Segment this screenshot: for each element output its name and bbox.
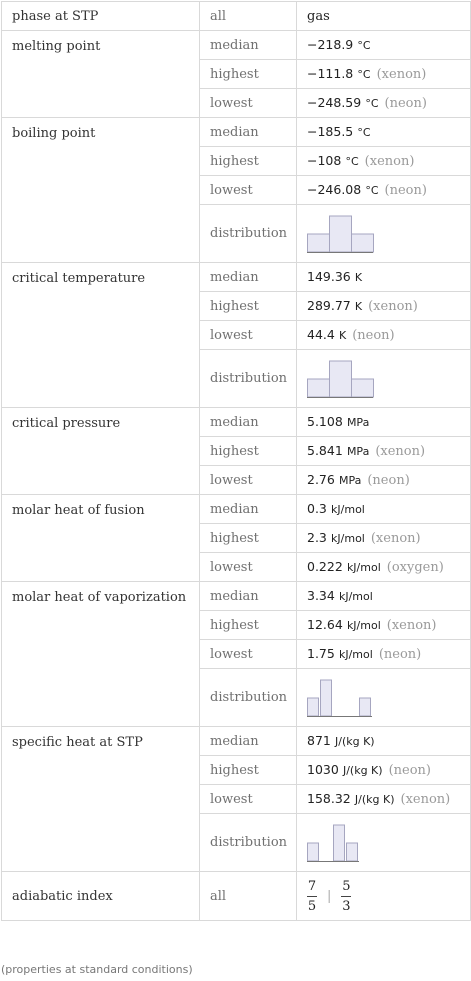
sub-label: highest [200,292,297,321]
value-number: 289.77 [307,298,351,313]
sub-label: median [200,582,297,611]
value-unit: kJ/mol [338,648,373,661]
value-number: 12.64 [307,617,343,632]
property-label: molar heat of vaporization [2,582,200,727]
sub-label: median [200,118,297,147]
sub-label: distribution [200,350,297,408]
value-unit: K [354,300,363,313]
value-note: (neon) [352,328,395,343]
histogram-bar [352,379,374,397]
property-label: adiabatic index [2,872,200,921]
sub-label: highest [200,756,297,785]
table-row [2,408,471,437]
sub-label: lowest [200,89,297,118]
value-number: 149.36 [307,269,351,284]
fraction [307,879,317,914]
histogram-bar [334,825,345,861]
value-number: 158.32 [307,791,351,806]
value-note: (neon) [384,183,427,198]
distribution-cell [297,205,471,263]
distribution-histogram [307,678,377,718]
value-number: 871 [307,733,331,748]
value-number: 2.3 [307,530,327,545]
value-number: −218.9 [307,37,354,52]
distribution-cell [297,350,471,408]
value-separator: | [327,888,332,904]
properties-table [1,1,471,921]
fraction-bar [307,896,317,897]
value-number: −111.8 [307,66,354,81]
sub-label: distribution [200,814,297,872]
value-cell [297,611,471,640]
value-unit: kJ/mol [331,503,365,516]
footnote: (properties at standard conditions) [1,963,193,976]
sub-label: lowest [200,466,297,495]
value-unit: MPa [346,445,370,458]
value-number: 0.3 [307,501,327,516]
value-cell [297,31,471,60]
value-unit: °C [345,155,359,168]
histogram-bar [330,361,352,397]
table-row [2,31,471,60]
sub-label: highest [200,60,297,89]
table-row [2,582,471,611]
histogram-bar [308,843,319,861]
sub-label: distribution [200,669,297,727]
value-note: (xenon) [370,531,421,546]
sub-label: lowest [200,553,297,582]
property-label: critical pressure [2,408,200,495]
value-note: (xenon) [368,299,418,314]
value-unit: J/(kg K) [342,764,383,777]
sub-label: lowest [200,785,297,814]
sub-label: distribution [200,205,297,263]
value-note: (xenon) [376,67,427,82]
sub-label: all [200,872,297,921]
fraction-denominator: 5 [307,898,317,914]
value-cell [297,89,471,118]
table-row [2,872,471,921]
value-cell [297,785,471,814]
value-unit: kJ/mol [331,532,365,545]
property-label: melting point [2,31,200,118]
histogram-bar [330,216,352,252]
sub-label: all [200,2,297,31]
value-cell [297,553,471,582]
sub-label: median [200,495,297,524]
sub-label: lowest [200,321,297,350]
value-unit: °C [357,39,371,52]
value-cell [297,176,471,205]
value-unit: °C [365,184,379,197]
sub-label: median [200,31,297,60]
sub-label: median [200,408,297,437]
fraction-numerator: 7 [307,878,317,894]
sub-label: highest [200,524,297,553]
table-row [2,495,471,524]
value-cell [297,147,471,176]
distribution-cell [297,814,471,872]
fraction-numerator: 5 [342,878,351,894]
value-cell [297,437,471,466]
sub-label: highest [200,611,297,640]
sub-label: lowest [200,176,297,205]
value-note: (oxygen) [386,560,444,575]
value-number: −108 [307,153,342,168]
value-unit: kJ/mol [346,619,381,632]
sub-label: median [200,263,297,292]
distribution-histogram [307,823,377,863]
value-unit: kJ/mol [346,561,381,574]
value-number: −185.5 [307,124,354,139]
value-cell [297,640,471,669]
value-note: (neon) [367,473,410,488]
value-cell [297,263,471,292]
histogram-bar [352,234,374,252]
value-cell [297,582,471,611]
table-row [2,727,471,756]
value-number: 3.34 [307,588,335,603]
table-row [2,2,471,31]
value-unit: K [338,329,347,342]
histogram-bar [308,379,330,397]
sub-label: highest [200,147,297,176]
value-cell [297,756,471,785]
value-cell [297,495,471,524]
value-cell [297,872,471,921]
property-label: molar heat of fusion [2,495,200,582]
property-label: specific heat at STP [2,727,200,872]
value-unit: J/(kg K) [335,735,375,748]
histogram-bar [308,698,319,716]
value-cell [297,292,471,321]
property-label: critical temperature [2,263,200,408]
value-unit: °C [357,126,371,139]
sub-label: highest [200,437,297,466]
histogram-bar [360,698,371,716]
table-row [2,118,471,147]
value-cell [297,524,471,553]
fraction-denominator: 3 [342,898,351,914]
table-row [2,263,471,292]
value-number: 1030 [307,762,339,777]
value-unit: K [354,271,363,284]
distribution-histogram [307,214,377,254]
value-unit: MPa [346,416,370,429]
value-number: 5.108 [307,414,343,429]
property-label: boiling point [2,118,200,263]
value-note: (xenon) [386,618,437,633]
value-note: (neon) [384,96,427,111]
sub-label: lowest [200,640,297,669]
distribution-cell [297,669,471,727]
value-number: −246.08 [307,182,362,197]
value-note: (xenon) [375,444,426,459]
value-note: (neon) [388,763,431,778]
value-cell: gas [297,2,471,31]
value-number: 5.841 [307,443,343,458]
value-cell [297,60,471,89]
value-note: (xenon) [364,154,415,169]
value-unit: °C [365,97,379,110]
value-unit: MPa [338,474,362,487]
histogram-bar [308,234,330,252]
histogram-bar [321,680,332,716]
value-number: 1.75 [307,646,335,661]
value-unit: kJ/mol [338,590,373,603]
value-cell [297,727,471,756]
value-unit: °C [357,68,371,81]
value-cell [297,466,471,495]
fraction [341,879,351,914]
value-cell [297,321,471,350]
sub-label: median [200,727,297,756]
value-note: (neon) [378,647,422,662]
value-number: −248.59 [307,95,362,110]
value-number: 44.4 [307,327,335,342]
distribution-histogram [307,359,377,399]
histogram-bar [347,843,358,861]
value-cell [297,118,471,147]
value-unit: J/(kg K) [354,793,395,806]
value-number: 0.222 [307,559,343,574]
fraction-bar [341,896,351,897]
property-label: phase at STP [2,2,200,31]
value-number: 2.76 [307,472,335,487]
value-cell [297,408,471,437]
value-note: (xenon) [400,792,451,807]
